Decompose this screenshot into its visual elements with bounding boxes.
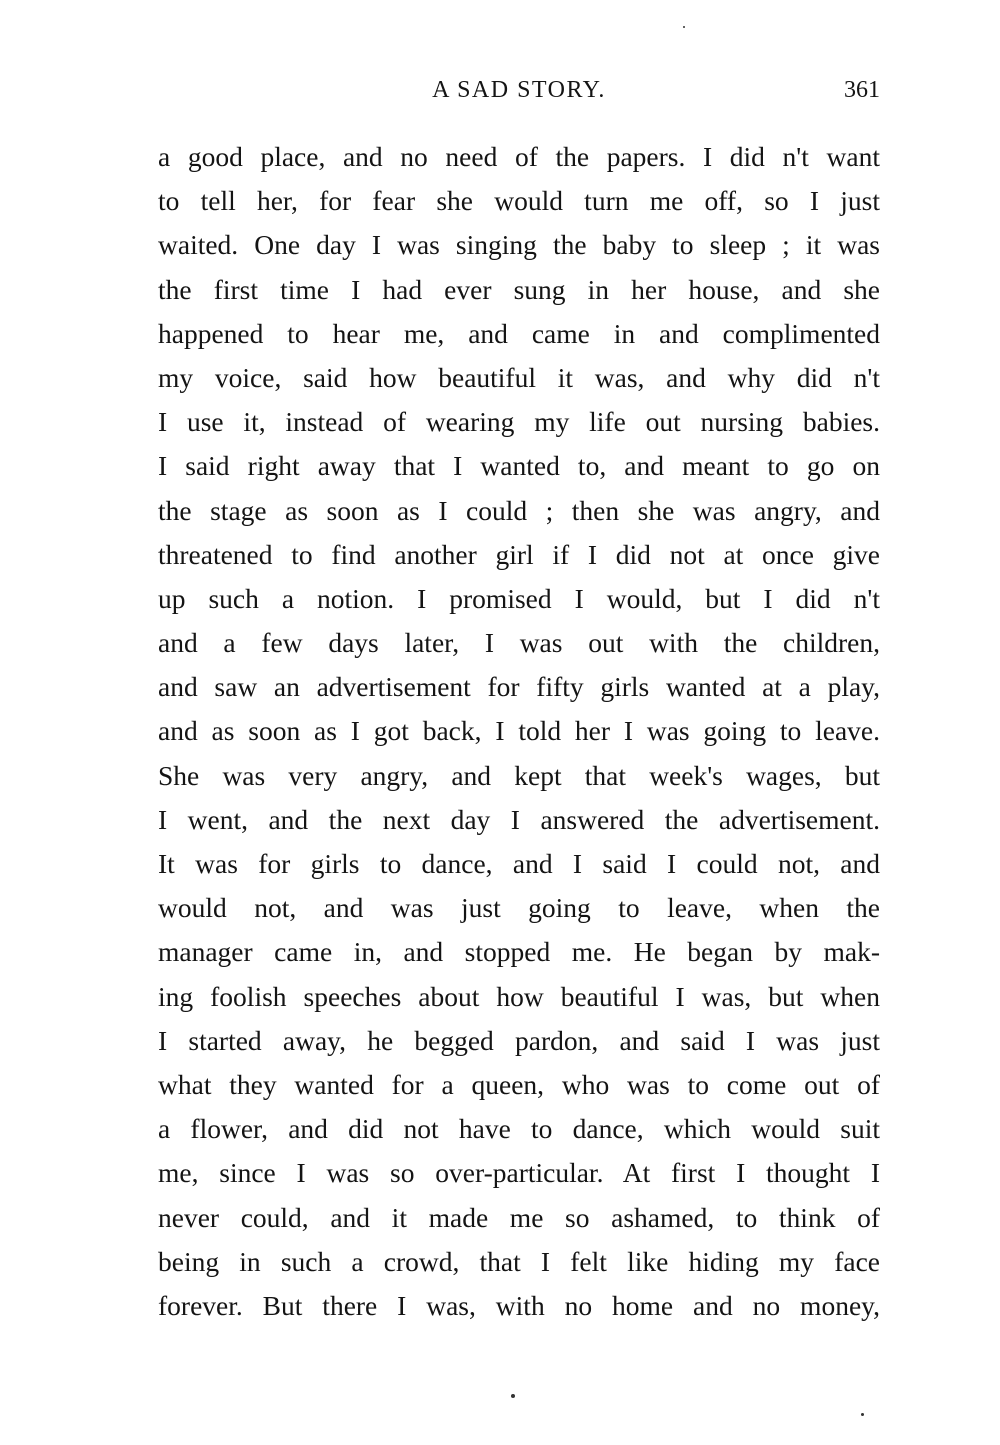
text-line: forever. But there I was, with no home and no money, bbox=[158, 1289, 880, 1321]
print-speck bbox=[683, 26, 685, 28]
running-head bbox=[158, 72, 880, 108]
text-line: and saw an advertisement for fifty girls wanted at a play, bbox=[158, 671, 880, 703]
text-line: being in such a crowd, that I felt like hiding my face bbox=[158, 1245, 880, 1277]
print-speck bbox=[861, 1413, 864, 1416]
text-line: me, since I was so over-particular. At first I thought I bbox=[158, 1157, 880, 1189]
text-line: a good place, and no need of the papers. I did n't want bbox=[158, 141, 880, 172]
text-line: my voice, said how beautiful it was, and why did n't bbox=[158, 361, 880, 393]
running-title: A SAD STORY. bbox=[432, 77, 606, 103]
text-line: She was very angry, and kept that week's wages, but bbox=[158, 759, 880, 791]
print-speck bbox=[511, 1394, 515, 1398]
text-line: I said right away that I wanted to, and meant to go on bbox=[158, 450, 880, 482]
text-line: up such a notion. I promised I would, but I did n't bbox=[158, 582, 880, 614]
text-line: the stage as soon as I could ; then she was angry, and bbox=[158, 494, 880, 526]
text-line: and a few days later, I was out with the children, bbox=[158, 627, 880, 659]
text-line: I use it, instead of wearing my life out nursing babies. bbox=[158, 406, 880, 438]
text-line: It was for girls to dance, and I said I could not, and bbox=[158, 848, 880, 879]
text-line: threatened to find another girl if I did not at once give bbox=[158, 538, 880, 570]
text-line: manager came in, and stopped me. He began by mak- bbox=[158, 936, 880, 968]
text-line: ing foolish speeches about how beautiful I was, but when bbox=[158, 980, 880, 1012]
text-line: a flower, and did not have to dance, which would suit bbox=[158, 1113, 880, 1145]
text-line: I started away, he begged pardon, and said I was just bbox=[158, 1024, 880, 1056]
text-line: happened to hear me, and came in and complimented bbox=[158, 317, 880, 349]
text-line: and as soon as I got back, I told her I was going to leave. bbox=[158, 715, 880, 747]
page-number: 361 bbox=[844, 77, 880, 103]
body-text bbox=[158, 135, 880, 1328]
text-line: to tell her, for fear she would turn me off, so I just bbox=[158, 185, 880, 217]
text-line: what they wanted for a queen, who was to come out of bbox=[158, 1068, 880, 1100]
text-line: never could, and it made me so ashamed, to think of bbox=[158, 1201, 880, 1233]
text-line: waited. One day I was singing the baby to sleep ; it was bbox=[158, 229, 880, 261]
text-line: I went, and the next day I answered the advertisement. bbox=[158, 803, 880, 835]
text-line: would not, and was just going to leave, when the bbox=[158, 892, 880, 924]
text-line: the first time I had ever sung in her house, and she bbox=[158, 273, 880, 305]
